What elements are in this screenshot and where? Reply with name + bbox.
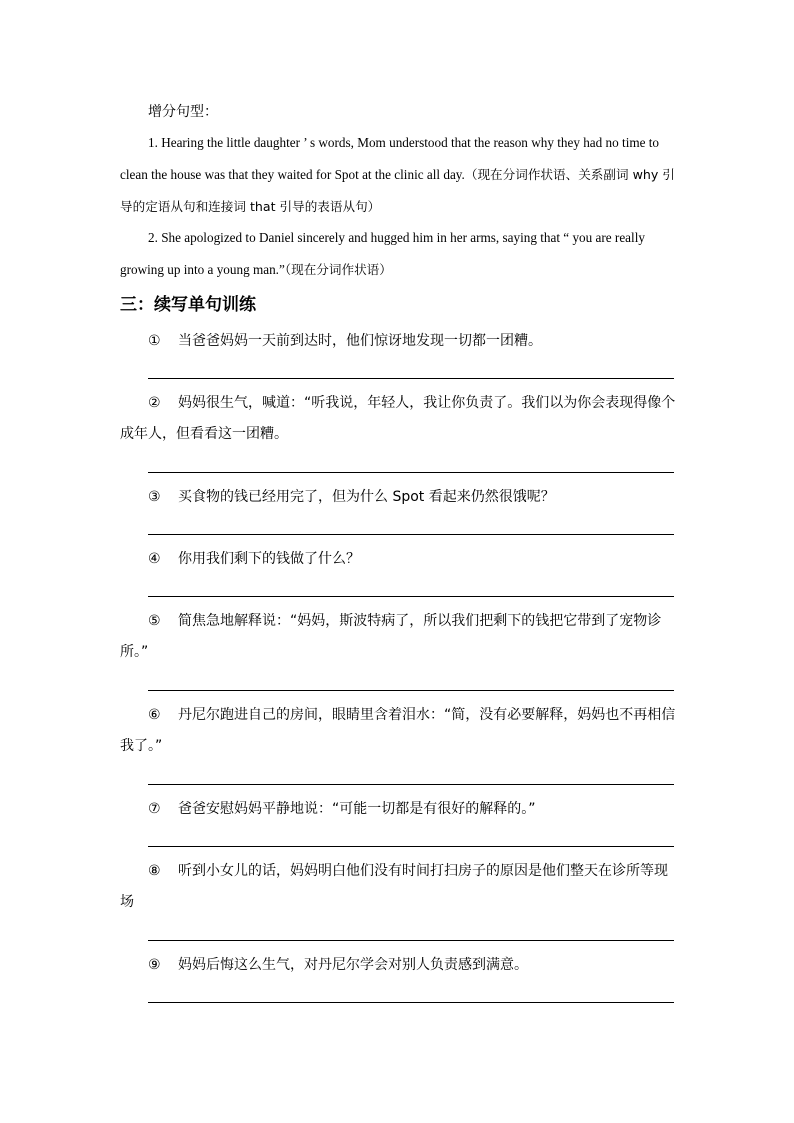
item-number: ① [148,333,161,349]
item-prompt: 你用我们剩下的钱做了什么？ [178,551,360,567]
exercise-item-1 [120,326,676,357]
item-number: ④ [148,551,161,567]
item-prompt: 妈妈后悔这么生气，对丹尼尔学会对别人负责感到满意。 [178,957,528,973]
exercise-item-4 [120,544,676,575]
exercise-item-3 [120,482,676,513]
answer-line-2[interactable] [148,472,674,473]
exercise-item-5 [120,606,676,668]
item-number: ② [148,395,161,411]
item-prompt: 买食物的钱已经用完了，但为什么 Spot 看起来仍然很饿呢？ [178,489,555,505]
item-number: ⑧ [148,863,161,879]
item-prompt: 妈妈很生气，喊道：“听我说，年轻人，我让你负责了。我们以为你会表现得像个成年人，但看看这一团糟。 [120,395,676,442]
pattern-paragraph-2 [120,222,676,286]
item-prompt: 当爸爸妈妈一天前到达时，他们惊讶地发现一切都一团糟。 [178,333,542,349]
item-number: ⑤ [148,613,161,629]
answer-line-8[interactable] [148,940,674,941]
item-prompt: 简焦急地解释说：“妈妈，斯波特病了，所以我们把剩下的钱把它带到了宠物诊所。” [120,613,662,660]
item-number: ⑨ [148,957,161,973]
item-number: ⑥ [148,707,161,723]
answer-line-7[interactable] [148,846,674,847]
answer-line-4[interactable] [148,596,674,597]
exercise-item-2 [120,388,676,450]
exercise-item-8 [120,856,676,918]
answer-line-5[interactable] [148,690,674,691]
exercise-item-9 [120,950,676,981]
answer-line-3[interactable] [148,534,674,535]
answer-line-9[interactable] [148,1002,674,1003]
item-number: ③ [148,489,161,505]
answer-line-1[interactable] [148,378,674,379]
item-prompt: 爸爸安慰妈妈平静地说：“可能一切都是有很好的解释的。” [178,801,536,817]
exercise-item-6 [120,700,676,762]
pattern-1-english: 1. Hearing the little daughter ’ s words, Mom understood that the reason why they had no time to clean the house was that they waited for Spot at the clinic all day. [120,135,660,182]
item-prompt: 听到小女儿的话，妈妈明白他们没有时间打扫房子的原因是他们整天在诊所等现场 [120,863,668,910]
section-title: 三：续写单句训练 [120,295,256,315]
pattern-2-note: （现在分词作状语） [284,262,392,277]
sentence-patterns-label: 增分句型： [148,104,218,120]
item-prompt: 丹尼尔跑进自己的房间，眼睛里含着泪水：“简，没有必要解释，妈妈也不再相信我了。” [120,707,676,754]
pattern-1-note: （现在分词作状语、关系副词 why 引导的定语从句和连接词 that 引导的表语从句） [120,167,675,214]
pattern-2-english: 2. She apologized to Daniel sincerely and hugged him in her arms, saying that “ you are really growing up into a young man.” [120,230,645,277]
pattern-paragraph-1 [120,127,676,223]
item-number: ⑦ [148,801,161,817]
answer-line-6[interactable] [148,784,674,785]
exercise-item-7 [120,794,676,825]
